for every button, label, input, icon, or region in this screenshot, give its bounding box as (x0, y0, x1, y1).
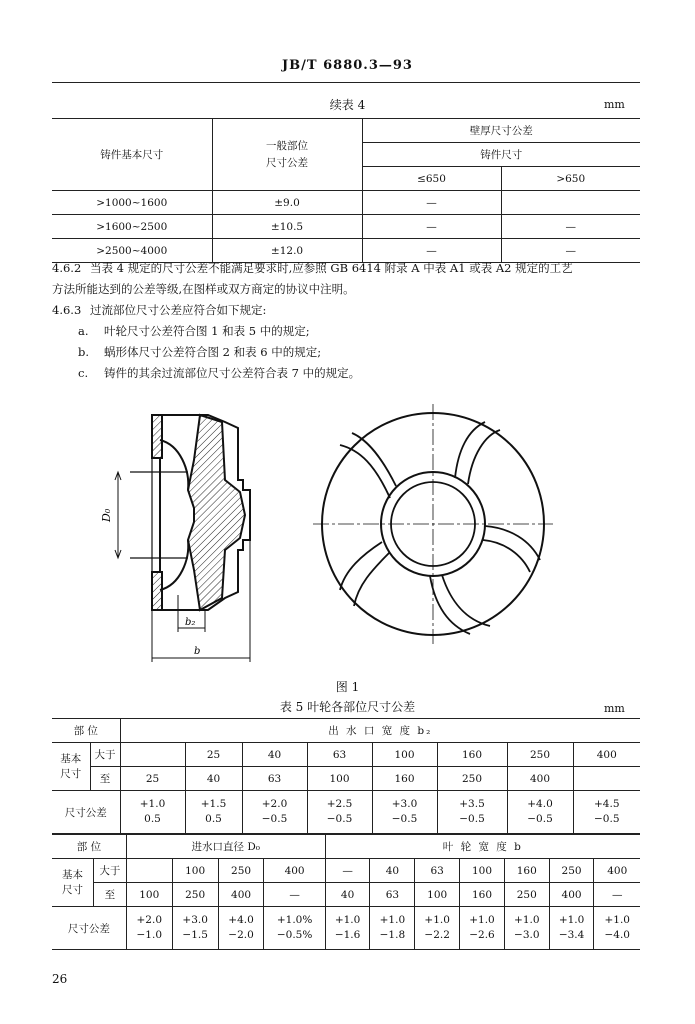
t5-cell: 40 (242, 743, 307, 767)
t5-cell: 400 (218, 883, 264, 907)
table-row (52, 215, 640, 239)
t4-cell-b (501, 191, 640, 215)
t5-cell (573, 767, 640, 791)
item-label: c. (78, 366, 89, 380)
impeller-figure (90, 400, 610, 675)
item-text: 铸件的其余过流部位尺寸公差符合表 7 中的规定。 (104, 366, 361, 380)
item-label: a. (78, 324, 89, 338)
table4-title: 续表 4 (329, 98, 366, 112)
t5-gt-label: 大于 (94, 859, 127, 883)
t5-tol-cell: +1.0 −2.2 (415, 907, 460, 950)
t5-cell: 400 (264, 859, 325, 883)
t5-cell: 25 (185, 743, 242, 767)
t5-part-header: 部 位 (52, 719, 120, 743)
t5-tol-cell: +1.0 0.5 (120, 791, 185, 834)
t5-cell: 400 (573, 743, 640, 767)
t4-cell-size: >1600~2500 (52, 215, 212, 239)
item-label: b. (78, 345, 90, 359)
t5-cell: 63 (415, 859, 460, 883)
t5-tol-cell: +2.5 −0.5 (307, 791, 372, 834)
t4-header-le650: ≤650 (362, 167, 501, 191)
t4-cell-b: — (501, 215, 640, 239)
t5-tol-cell: +1.0% −0.5% (264, 907, 325, 950)
t5-tol-cell: +1.5 0.5 (185, 791, 242, 834)
t5-cell: 250 (504, 883, 549, 907)
dimension-D0 (115, 472, 121, 558)
t5-cell: — (325, 859, 370, 883)
t5-cell: 100 (460, 859, 505, 883)
table-row (52, 191, 640, 215)
t5-cell: 400 (594, 859, 640, 883)
t5-tol-cell: +2.0 −0.5 (242, 791, 307, 834)
t5-cell: 25 (120, 767, 185, 791)
t4-cell-a: — (362, 239, 501, 263)
t5-gt-label: 大于 (90, 743, 120, 767)
page-number: 26 (52, 972, 68, 986)
t4-header-casting: 铸件尺寸 (362, 143, 640, 167)
header-rule (52, 82, 640, 83)
t5-part-header: 部 位 (52, 835, 126, 859)
t5-wheel-header: 叶 轮 宽 度 b (325, 835, 640, 859)
t5-basic-size: 基本 尺寸 (52, 743, 90, 791)
t5-cell: 63 (370, 883, 415, 907)
t5-cell: 100 (415, 883, 460, 907)
clause-text: 当表 4 规定的尺寸公差不能满足要求时,应参照 GB 6414 附录 A 中表 A1 或表 A2 规定的工艺 (90, 261, 573, 275)
t4-cell-b: — (501, 239, 640, 263)
t5-cell: 160 (504, 859, 549, 883)
t5-cell: 160 (460, 883, 505, 907)
t4-cell-a: — (362, 215, 501, 239)
t5-tol-cell: +4.5 −0.5 (573, 791, 640, 834)
t4-header-general: 一般部位 尺寸公差 (212, 119, 362, 191)
t5-cell: 250 (218, 859, 264, 883)
t5-cell: 40 (185, 767, 242, 791)
t5-cell: 100 (372, 743, 437, 767)
t5-tolerance-label: 尺寸公差 (52, 791, 120, 834)
t5-inlet-header: 进水口直径 D₀ (126, 835, 325, 859)
clause-4-6-3 (52, 300, 652, 384)
standard-number: JB/T 6880.3—93 (282, 58, 413, 73)
t5-cell: 250 (507, 743, 573, 767)
t4-header-basic: 铸件基本尺寸 (52, 119, 212, 191)
t5-tol-cell: +3.5 −0.5 (437, 791, 507, 834)
t4-cell-tol: ±10.5 (212, 215, 362, 239)
clause-4-6-2 (52, 258, 652, 300)
t5-cell (126, 859, 172, 883)
t5-cell: 100 (126, 883, 172, 907)
t5-tol-cell: +4.0 −2.0 (218, 907, 264, 950)
t5-outlet-header: 出 水 口 宽 度 b₂ (120, 719, 640, 743)
table4-unit: mm (604, 98, 625, 111)
impeller-front-view (313, 404, 553, 644)
t4-cell-tol: ±9.0 (212, 191, 362, 215)
t5-cell: 160 (437, 743, 507, 767)
table5-inlet-width-section (52, 834, 640, 950)
label-b: b (194, 646, 201, 657)
t5-cell: 400 (549, 883, 594, 907)
clause-number: 4.6.2 (52, 261, 82, 275)
t5-tol-cell: +1.0 −1.8 (370, 907, 415, 950)
t5-cell: 250 (437, 767, 507, 791)
t5-cell (120, 743, 185, 767)
table5-title: 表 5 叶轮各部位尺寸公差 (279, 700, 416, 714)
t5-cell: — (594, 883, 640, 907)
clause-text: 过流部位尺寸公差应符合如下规定: (90, 303, 267, 317)
table5-unit: mm (604, 702, 625, 715)
clause-number: 4.6.3 (52, 303, 82, 317)
figure-caption: 图 1 (335, 680, 360, 694)
clause-text: 方法所能达到的公差等级,在图样或双方商定的协议中注明。 (52, 282, 355, 296)
t5-tolerance-label: 尺寸公差 (52, 907, 126, 950)
t4-cell-a: — (362, 191, 501, 215)
t5-tol-cell: +1.0 −3.4 (549, 907, 594, 950)
t5-to-label: 至 (94, 883, 127, 907)
t5-cell: 160 (372, 767, 437, 791)
t5-tol-cell: +1.0 −4.0 (594, 907, 640, 950)
t4-header-wall: 壁厚尺寸公差 (362, 119, 640, 143)
t5-cell: 63 (307, 743, 372, 767)
t5-cell: 63 (242, 767, 307, 791)
impeller-section-view (130, 415, 250, 610)
t5-cell: 250 (172, 883, 218, 907)
t5-tol-cell: +2.0 −1.0 (126, 907, 172, 950)
t5-tol-cell: +3.0 −0.5 (372, 791, 437, 834)
t5-tol-cell: +1.0 −1.6 (325, 907, 370, 950)
table4 (52, 118, 640, 263)
t5-tol-cell: +3.0 −1.5 (172, 907, 218, 950)
t5-cell: 250 (549, 859, 594, 883)
t5-basic-size: 基本 尺寸 (52, 859, 94, 907)
t5-tol-cell: +1.0 −2.6 (460, 907, 505, 950)
item-text: 蜗形体尺寸公差符合图 2 和表 6 中的规定; (104, 345, 322, 359)
t5-cell: 40 (370, 859, 415, 883)
t5-cell: 100 (307, 767, 372, 791)
t5-to-label: 至 (90, 767, 120, 791)
item-text: 叶轮尺寸公差符合图 1 和表 5 中的规定; (104, 324, 310, 338)
t4-cell-size: >2500~4000 (52, 239, 212, 263)
t5-cell: 100 (172, 859, 218, 883)
t4-cell-size: >1000~1600 (52, 191, 212, 215)
t5-cell: 40 (325, 883, 370, 907)
t5-tol-cell: +4.0 −0.5 (507, 791, 573, 834)
t5-cell: 400 (507, 767, 573, 791)
t4-header-gt650: >650 (501, 167, 640, 191)
label-b2: b₂ (185, 617, 196, 628)
label-D0: D₀ (100, 508, 113, 522)
t4-cell-tol: ±12.0 (212, 239, 362, 263)
t5-cell: — (264, 883, 325, 907)
table5-outlet-section (52, 718, 640, 834)
t5-tol-cell: +1.0 −3.0 (504, 907, 549, 950)
